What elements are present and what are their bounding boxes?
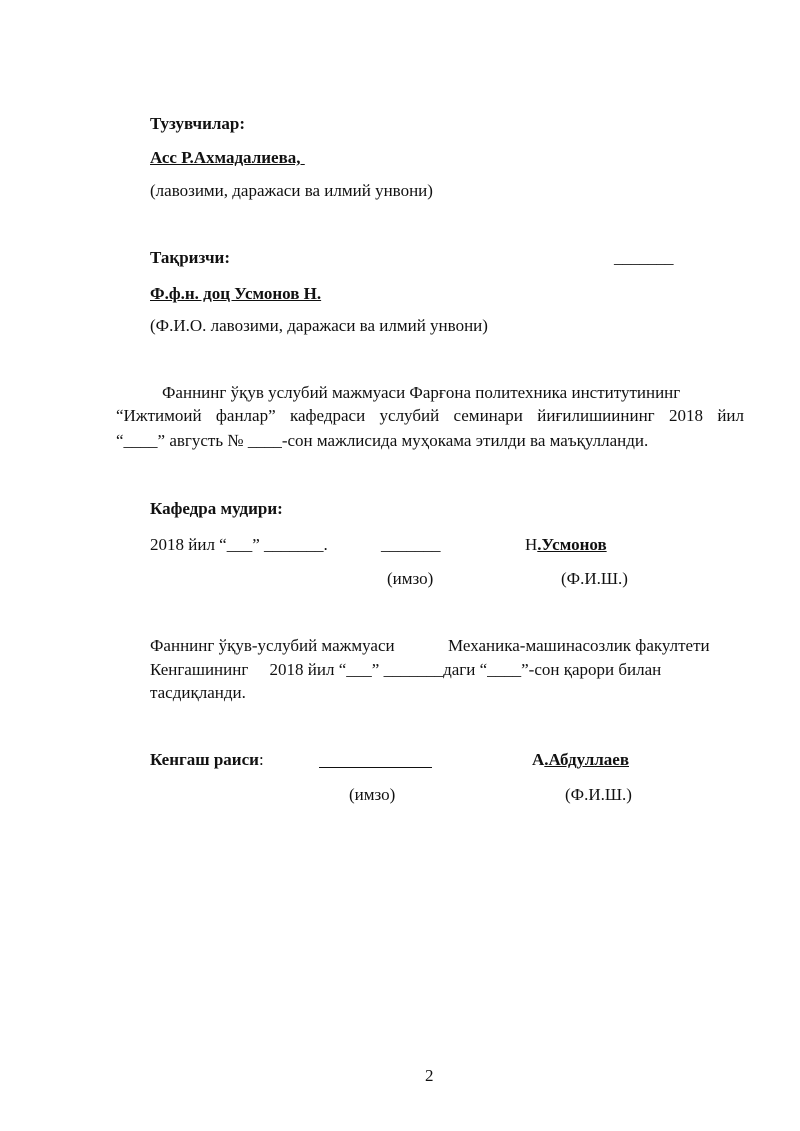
approval-line-1: Фаннинг ўқув услубий мажмуаси Фарғона политехника институтининг	[162, 383, 681, 402]
council-chair-sign-caption: (имзо)	[349, 785, 396, 804]
page-number: 2	[425, 1066, 434, 1085]
approval-line-3: “____” августь № ____-сон мажлисида муҳокама этилди ва маъқулланди.	[116, 431, 649, 450]
department-head-name	[525, 535, 607, 555]
department-head-signature-line: _______	[381, 535, 441, 554]
council-chair-name-rest: .Абдуллаев	[544, 750, 629, 769]
council-chair-signature-line	[319, 767, 432, 768]
council-chair-heading	[150, 750, 264, 770]
approval-line-2: “Ижтимоий фанлар” кафедраси услубий семинари йиғилишиининг 2018 йил	[116, 406, 744, 425]
council-chair-name	[532, 750, 629, 770]
reviewer-name: Ф.ф.н. доц Усмонов Н.	[150, 284, 322, 303]
department-head-name-caption: (Ф.И.Ш.)	[561, 569, 628, 588]
department-head-name-rest: .Усмонов	[537, 535, 607, 554]
council-line-1b: Механика-машинасозлик факултети	[448, 636, 710, 655]
council-line-3: тасдиқланди.	[150, 683, 246, 702]
reviewer-caption: (Ф.И.О. лавозими, даражаси ва илмий унвони)	[150, 316, 488, 335]
reviewer-signature-line: _______	[614, 248, 674, 267]
council-chair-colon: :	[258, 750, 264, 769]
authors-name: Асс Р.Ахмадалиева,	[150, 148, 305, 167]
council-line-2: Кенгашининг 2018 йил “___” _______даги “____”-сон қарори билан	[150, 660, 662, 679]
authors-caption: (лавозими, даражаси ва илмий унвони)	[150, 181, 433, 200]
department-head-name-prefix: Н	[525, 535, 538, 554]
council-line-1a: Фаннинг ўқув-услубий мажмуаси	[150, 636, 395, 655]
department-head-sign-caption: (имзо)	[387, 569, 434, 588]
council-chair-heading-text: Кенгаш раиси	[150, 750, 259, 769]
council-chair-name-caption: (Ф.И.Ш.)	[565, 785, 632, 804]
authors-heading: Тузувчилар:	[150, 114, 246, 133]
department-head-heading: Кафедра мудири:	[150, 499, 283, 518]
council-chair-name-prefix: А	[532, 750, 545, 769]
department-head-date-line: 2018 йил “___” _______.	[150, 535, 328, 554]
reviewer-heading: Тақризчи:	[150, 248, 230, 267]
